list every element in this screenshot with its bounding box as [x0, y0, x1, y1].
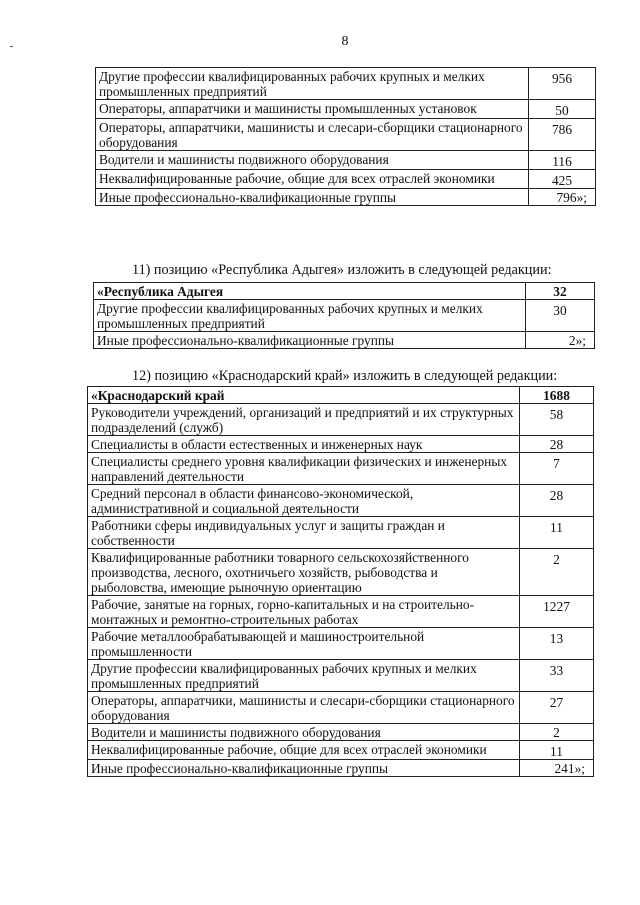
row-label: Операторы, аппаратчики и машинисты промышленных установок [96, 100, 529, 119]
table-row [96, 151, 596, 170]
row-value: 28 [520, 485, 594, 517]
row-label: Работники сферы индивидуальных услуг и защиты граждан и собственности [88, 517, 520, 549]
row-label: Другие профессии квалифицированных рабочих крупных и мелких промышленных предприятий [94, 300, 526, 332]
paragraph-12: 12) позицию «Краснодарский край» изложить в следующей редакции: [132, 368, 558, 384]
row-value: 30 [526, 300, 595, 332]
table-head-row [88, 387, 594, 404]
paragraph-11: 11) позицию «Республика Адыгея» изложить в следующей редакции: [132, 262, 552, 278]
row-label: Водители и машинисты подвижного оборудования [96, 151, 529, 170]
row-label: Специалисты среднего уровня квалификации физических и инженерных направлений деятельности [88, 453, 520, 485]
region-name: «Краснодарский край [88, 387, 520, 404]
row-value: 1227 [520, 596, 594, 628]
row-value: 7 [520, 453, 594, 485]
table-row [88, 660, 594, 692]
table-row [88, 692, 594, 724]
row-label: Руководители учреждений, организаций и предприятий и их структурных подразделений (служб) [88, 404, 520, 436]
row-value: 13 [520, 628, 594, 660]
row-label: Средний персонал в области финансово-экономической, административной и социальной деятельности [88, 485, 520, 517]
row-label: Операторы, аппаратчики, машинисты и слесари-сборщики стационарного оборудования [96, 119, 529, 151]
row-label: Неквалифицированные рабочие, общие для всех отраслей экономики [96, 170, 529, 189]
row-value: 2»; [526, 332, 595, 349]
row-value: 241»; [520, 760, 594, 777]
region-total: 32 [526, 283, 595, 300]
krasnodar-table [87, 386, 594, 777]
row-label: Другие профессии квалифицированных рабочих крупных и мелких промышленных предприятий [88, 660, 520, 692]
table-row [88, 436, 594, 453]
row-value: 58 [520, 404, 594, 436]
row-label: Рабочие металлообрабатывающей и машиностроительной промышленности [88, 628, 520, 660]
row-value: 956 [529, 68, 596, 100]
row-value: 28 [520, 436, 594, 453]
row-label: Операторы, аппаратчики, машинисты и слесари-сборщики стационарного оборудования [88, 692, 520, 724]
row-label: Водители и машинисты подвижного оборудования [88, 724, 520, 741]
table-row [96, 119, 596, 151]
row-label: Специалисты в области естественных и инженерных наук [88, 436, 520, 453]
row-label: Иные профессионально-квалификационные группы [94, 332, 526, 349]
row-value: 786 [529, 119, 596, 151]
row-label: Иные профессионально-квалификационные группы [96, 189, 529, 206]
table-head-row [94, 283, 595, 300]
table-row [94, 300, 595, 332]
row-label: Квалифицированные работники товарного сельскохозяйственного производства, лесного, охотничьего хозяйств, рыбоводства и рыболовства, имеющие рыночную ориентацию [88, 549, 520, 596]
row-value: 796»; [529, 189, 596, 206]
table-row [96, 189, 596, 206]
page-number: 8 [341, 34, 349, 49]
table-row [88, 596, 594, 628]
row-value: 2 [520, 724, 594, 741]
region-total: 1688 [520, 387, 594, 404]
adygea-table [93, 282, 595, 349]
table-row [88, 453, 594, 485]
table-row [88, 485, 594, 517]
occupation-table-continued [95, 67, 596, 206]
row-value: 11 [520, 741, 594, 760]
table-row [88, 760, 594, 777]
row-label: Другие профессии квалифицированных рабочих крупных и мелких промышленных предприятий [96, 68, 529, 100]
row-label: Рабочие, занятые на горных, горно-капитальных и на строительно-монтажных и ремонтно-строительных работах [88, 596, 520, 628]
table-row [94, 332, 595, 349]
row-value: 2 [520, 549, 594, 596]
table-row [96, 68, 596, 100]
table-row [88, 741, 594, 760]
row-label: Неквалифицированные рабочие, общие для всех отраслей экономики [88, 741, 520, 760]
row-value: 27 [520, 692, 594, 724]
table-row [88, 724, 594, 741]
table-row [88, 628, 594, 660]
region-name: «Республика Адыгея [94, 283, 526, 300]
row-value: 33 [520, 660, 594, 692]
table-row [88, 404, 594, 436]
table-row [88, 549, 594, 596]
row-label: Иные профессионально-квалификационные группы [88, 760, 520, 777]
row-value: 50 [529, 100, 596, 119]
row-value: 425 [529, 170, 596, 189]
table-row [96, 100, 596, 119]
row-value: 116 [529, 151, 596, 170]
row-value: 11 [520, 517, 594, 549]
table-row [96, 170, 596, 189]
table-row [88, 517, 594, 549]
